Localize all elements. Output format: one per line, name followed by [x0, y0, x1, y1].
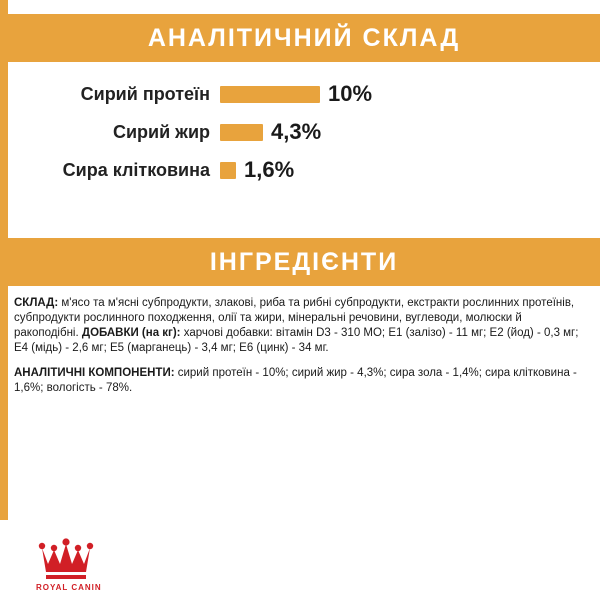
analytical-row-value: 10%: [328, 81, 373, 106]
crown-logo: [36, 534, 96, 586]
brand-name: ROYAL CANIN: [36, 583, 102, 592]
analytical-row-label: Сирий протеїн: [80, 83, 210, 104]
analytical-components-paragraph: [14, 366, 582, 396]
left-accent-rail: [0, 0, 8, 520]
analytical-row-label: Сира клітковина: [62, 159, 210, 180]
analytical-row: [8, 76, 600, 112]
analytical-rows: [8, 76, 600, 190]
analytical-row: [8, 114, 600, 150]
composition-label: СКЛАД:: [14, 297, 59, 309]
analytical-row-bar: [220, 124, 263, 141]
analytical-row-value: 4,3%: [271, 119, 322, 144]
analytical-row-bar: [220, 162, 236, 179]
analytical-components-label: АНАЛІТИЧНІ КОМПОНЕНТИ:: [14, 367, 175, 379]
additives-label: ДОБАВКИ (на кг):: [81, 327, 181, 339]
analytical-row: [8, 152, 600, 188]
analytical-components-text: сирий протеїн - 10%; сирий жир - 4,3%; сира зола - 1,4%; сира клітковина - 1,6%; вологість - 78%.: [14, 367, 577, 394]
analytical-row-value: 1,6%: [244, 157, 295, 182]
additives-text: харчові добавки: вітамін D3 - 310 МО; E1 (залізо) - 11 мг; E2 (йод) - 0,3 мг; E4 (мідь) - 2,6 мг; E5 (марганець) - 3,4 мг; E6 (цинк) - 34 мг.: [14, 327, 579, 354]
composition-text: м'ясо та м'ясні субпродукти, злакові, риба та рибні субпродукти, екстракти рослинних протеїнів, субпродукти рослинного походження, олії та жири, мінеральні речовини, вуглеводи, молюски й ракоподібні.: [14, 297, 575, 339]
ingredients-heading: ІНГРЕДІЄНТИ: [8, 238, 600, 286]
composition-paragraph: [14, 296, 582, 356]
analytical-row-bar: [220, 86, 320, 103]
analytical-row-label: Сирий жир: [112, 121, 210, 142]
crown-logo-icon: [36, 534, 96, 586]
ingredients-text-block: [8, 296, 588, 406]
analytical-heading: АНАЛІТИЧНИЙ СКЛАД: [8, 14, 600, 62]
